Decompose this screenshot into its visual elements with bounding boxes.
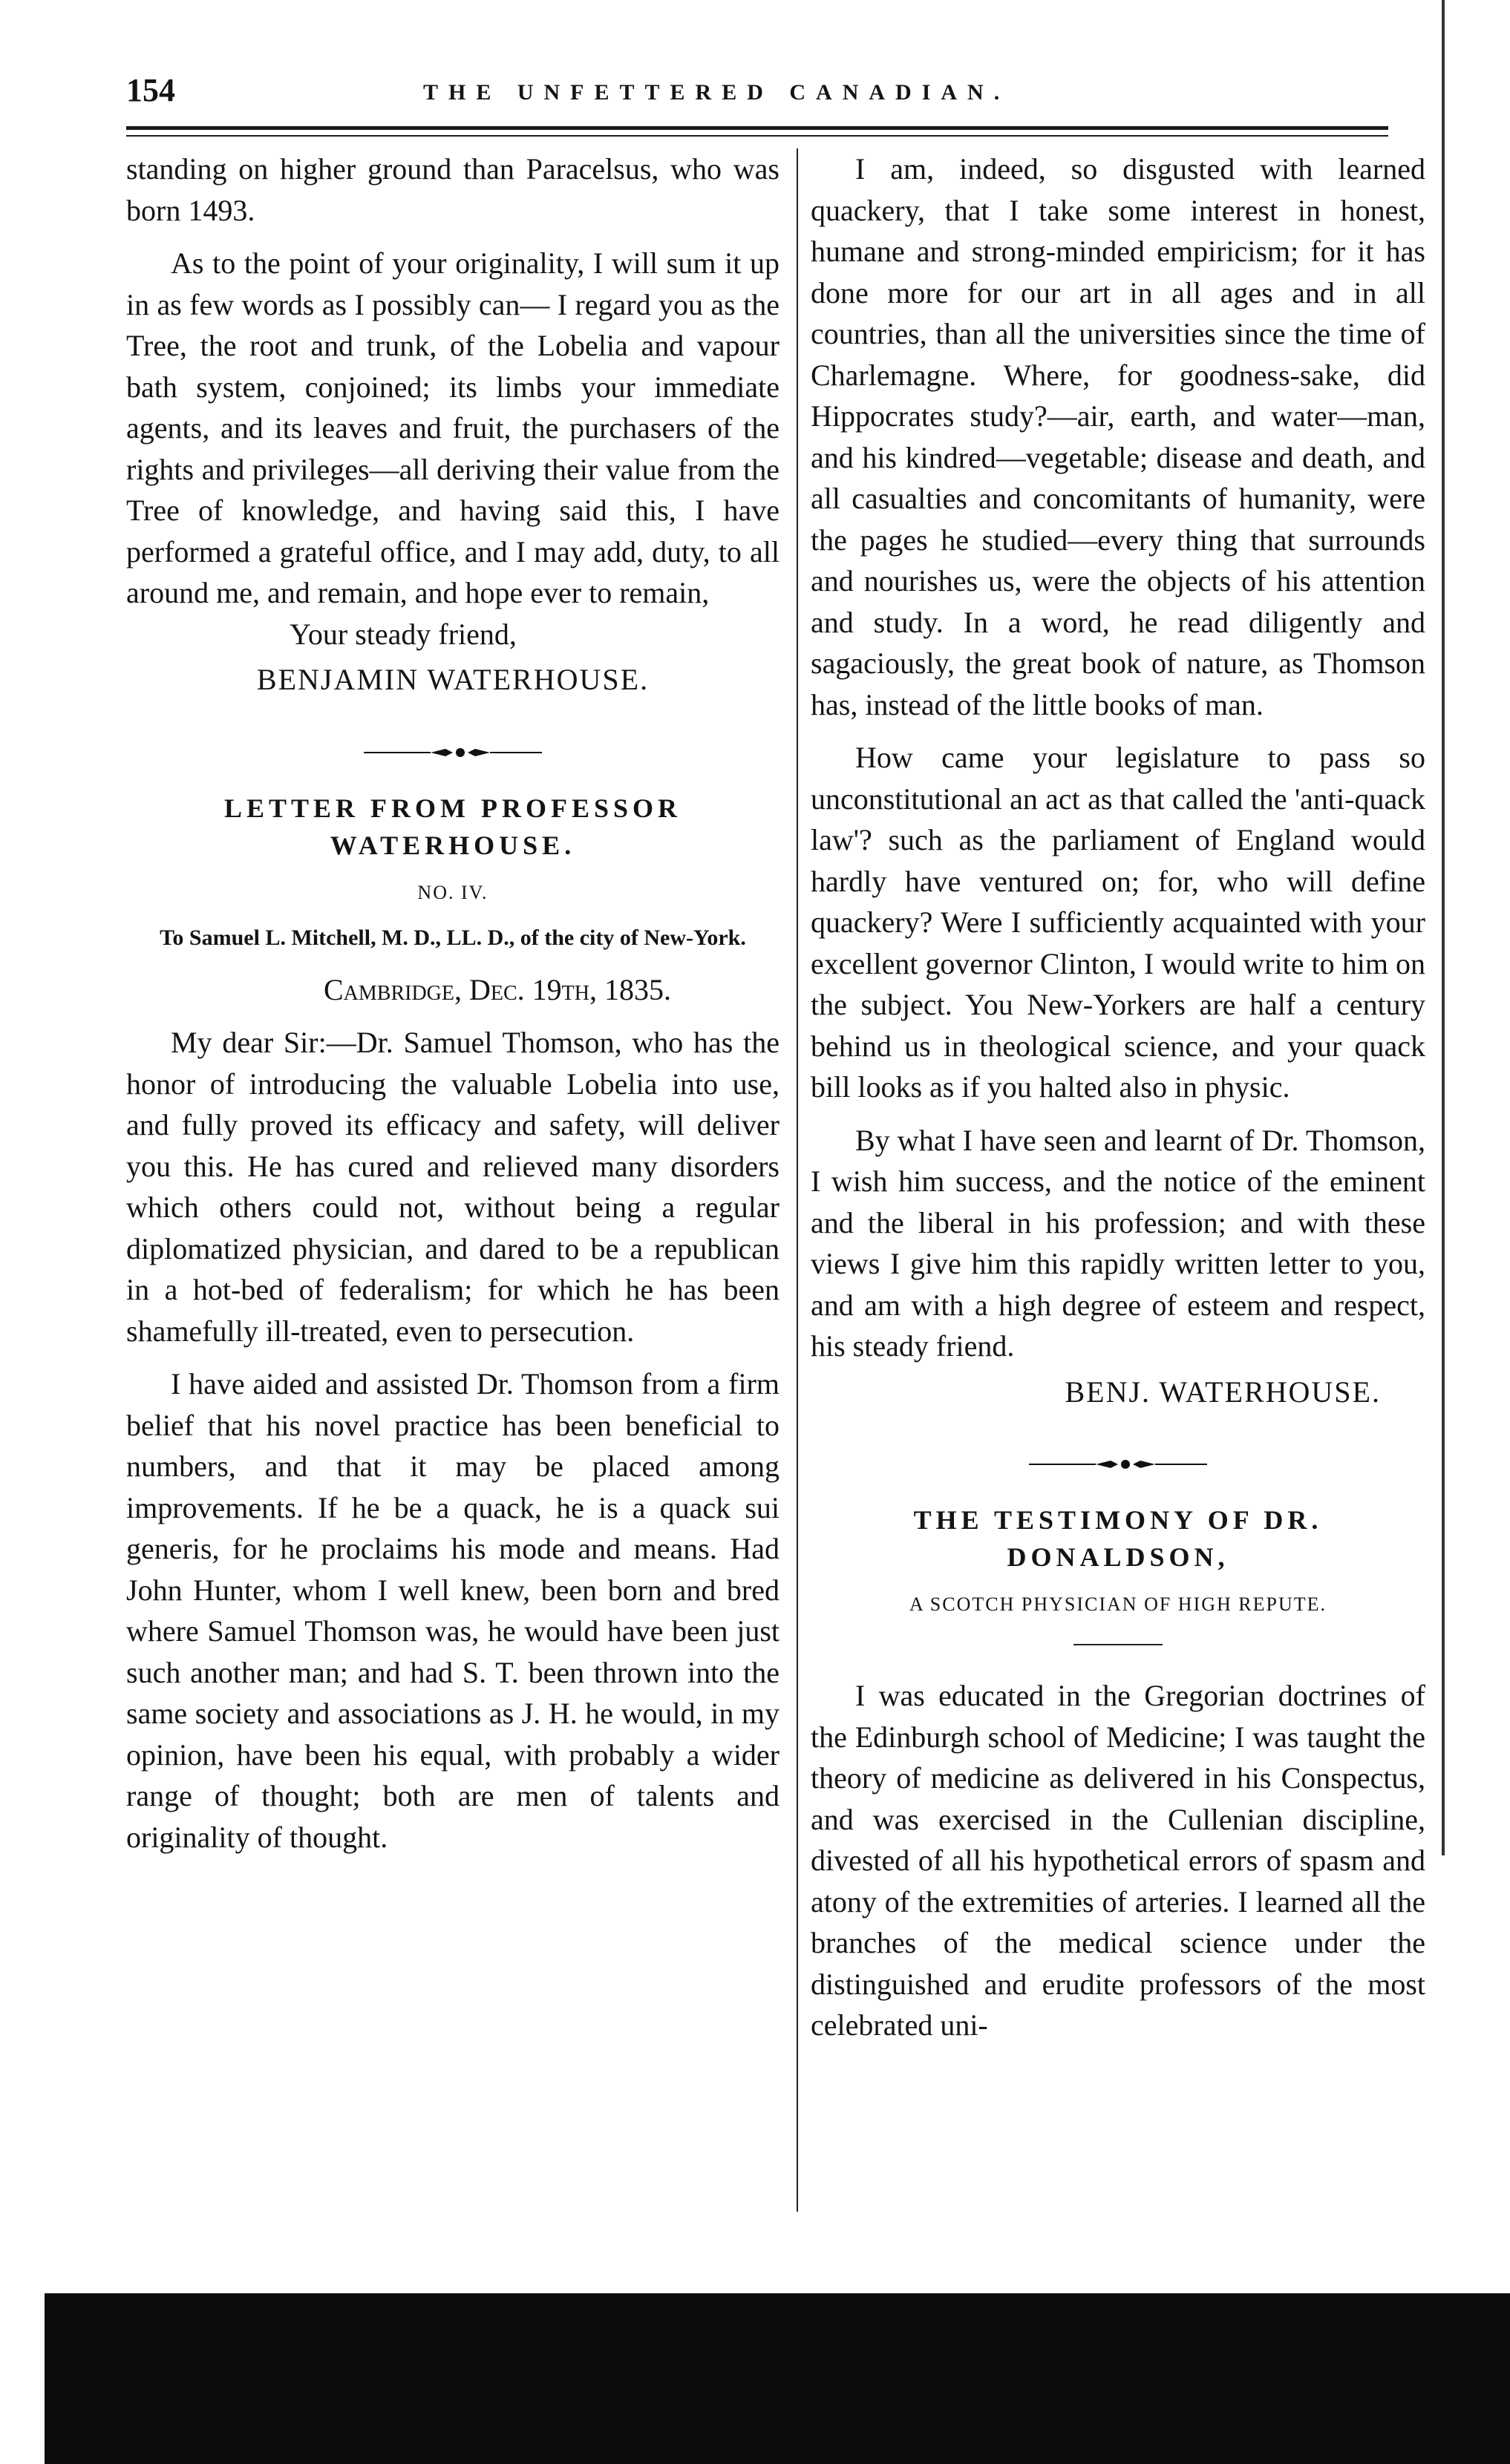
short-rule (1073, 1644, 1163, 1645)
addressee: To Samuel L. Mitchell, M. D., LL. D., of the city of New-York. (160, 925, 746, 950)
letter-signoff: Your steady friend, (290, 617, 517, 651)
dateline: Cambridge, Dec. 19th, 1835. (323, 972, 671, 1006)
paragraph: I have aided and assisted Dr. Thomson from a firm belief that his novel practice has been beneficial to numbers, and that it may be placed among improvements. If he be a quack, he is a quack sui generis, for he proclaims his mode and means. Had John Hunter, whom I well knew, been born and bred where Samuel Thomson was, he would have been just such another man; and had S. T. been thrown into the same society and associations as J. H. he would, in my opinion, have been his equal, with probably a wider range of thought; both are men of talents and originality of thought. (126, 1367, 779, 1854)
column-divider (797, 148, 798, 2212)
paragraph: I am, indeed, so disgusted with learned quackery, that I take some interest in honest, humane and strong-minded empiricism; for it has done more for our art in all ages and in all countries, than all the universities since the time of Charlemagne. Where, for goodness-sake, did Hippocrates study?—air, earth, and water—man, and his kindred—vegetable; disease and death, and all casualties and concomitants of humanity, were the pages he studied—every thing that surrounds and nourishes us, were the objects of his attention and study. In a word, he read diligently and sagaciously, the great book of nature, as Thomson has, instead of the little books of man. (811, 152, 1425, 721)
header-rule-thin (126, 135, 1388, 137)
right-column (811, 148, 1425, 2046)
letter-signature: BENJ. WATERHOUSE. (1065, 1374, 1381, 1409)
ornament-divider (364, 745, 542, 760)
page-number: 154 (126, 72, 175, 108)
ornament-divider (1029, 1457, 1207, 1472)
paragraph: How came your legislature to pass so unconstitutional an act as that called the 'anti-quack law'? such as the parliament of England would hardly have ventured on; for, who will define quackery? Were I sufficiently acquainted with your excellent governor Clinton, I would write to him on the subject. You New-Yorkers are half a century behind us in theological science, and your quack bill looks as if you halted also in physic. (811, 741, 1425, 1104)
section-heading: LETTER FROM PROFESSOR WATERHOUSE. (223, 793, 682, 860)
header-rule (126, 126, 1388, 130)
section-subheading: A SCOTCH PHYSICIAN OF HIGH REPUTE. (909, 1593, 1327, 1615)
running-title: THE UNFETTERED CANADIAN. (423, 80, 1010, 105)
page-edge-line (1442, 0, 1445, 1855)
section-heading: THE TESTIMONY OF DR. DONALDSON, (913, 1505, 1323, 1572)
letter-signature: BENJAMIN WATERHOUSE. (256, 663, 650, 696)
paragraph: By what I have seen and learnt of Dr. Thomson, I wish him success, and the notice of the eminent and the liberal in his profession; and with these views I give him this rapidly written letter to you, and am with a high degree of esteem and respect, his steady friend. (811, 1123, 1425, 1363)
paragraph: As to the point of your originality, I will sum it up in as few words as I possibly can— I regard you as the Tree, the root and trunk, of the Lobelia and vapour bath system, conjoined; its limbs your immediate agents, and its leaves and fruit, the purchasers of the rights and privileges—all deriving their value from the Tree of knowledge, and having said this, I have performed a grateful office, and I may add, duty, to all around me, and remain, and hope ever to remain, (126, 246, 779, 609)
scan-border (45, 2293, 1510, 2464)
paragraph: I was educated in the Gregorian doctrines of the Edinburgh school of Medicine; I was taught the theory of medicine as delivered in his Conspectus, and was exercised in the Cullenian discipline, divested of all his hypothetical errors of spasm and atony of the extremities of arteries. I learned all the branches of the medical science under the distinguished and erudite professors of the most celebrated uni- (811, 1679, 1425, 2042)
paragraph: My dear Sir:—Dr. Samuel Thomson, who has the honor of introducing the valuable Lobelia into use, and fully proved its efficacy and safety, will deliver you this. He has cured and relieved many disorders which others could not, without being a regular diplomatized physician, and dared to be a republican in a hot-bed of federalism; for which he has been shamefully ill-treated, even to persecution. (126, 1026, 779, 1348)
letter-number: NO. IV. (417, 881, 488, 903)
left-column (126, 148, 779, 1858)
page-header (126, 68, 1381, 120)
paragraph: standing on higher ground than Paracelsus, who was born 1493. (126, 152, 779, 227)
